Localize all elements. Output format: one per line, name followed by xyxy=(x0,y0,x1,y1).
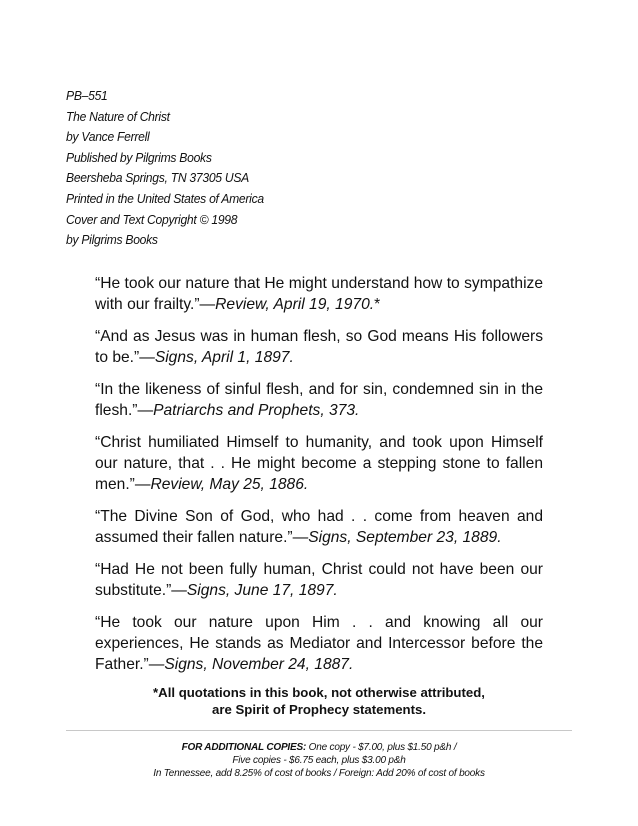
quotation-text: “In the likeness of sinful flesh, and for sin, condemned sin in the flesh.”— xyxy=(95,381,543,419)
quotation-source: Review, May 25, 1886. xyxy=(150,476,309,493)
quotation-footnote-mark: * xyxy=(374,296,381,313)
quotation xyxy=(95,506,543,548)
order-single-price: One copy - $7.00, plus $1.50 p&h / xyxy=(306,742,457,753)
quotation-source: Signs, April 1, 1897. xyxy=(154,349,294,366)
quotation-text: “He took our nature upon Him . . and knowing all our experiences, He stands as Mediator and Intercessor before the Father.”— xyxy=(95,614,543,673)
order-lead: FOR ADDITIONAL COPIES: xyxy=(181,742,307,753)
printed-in: Printed in the United States of America xyxy=(66,190,264,206)
quotation-source: Patriarchs and Prophets, 373. xyxy=(153,402,360,419)
quotations-list xyxy=(95,273,543,686)
quotation xyxy=(95,379,543,421)
quotation-text: “The Divine Son of God, who had . . come from heaven and assumed their fallen nature.”— xyxy=(95,508,543,546)
quotation xyxy=(95,273,543,315)
order-line-3: In Tennessee, add 8.25% of cost of books / Foreign: Add 20% of cost of books xyxy=(153,768,485,780)
quotation-text: “He took our nature that He might understand how to sympathize with our frailty.”— xyxy=(95,275,543,313)
footnote-line-1: *All quotations in this book, not otherwise attributed, xyxy=(153,685,485,700)
quotation xyxy=(95,559,543,601)
catalog-number: PB–551 xyxy=(66,88,108,103)
footnote-line-2: are Spirit of Prophecy statements. xyxy=(212,702,426,717)
colophon-block xyxy=(66,86,264,251)
divider-rule xyxy=(66,730,572,731)
order-line-1 xyxy=(0,741,638,754)
quotation xyxy=(95,432,543,495)
quotation-text: “Christ humiliated Himself to humanity, and took upon Himself our nature, that . . He might become a stepping stone to fallen men.”— xyxy=(95,434,543,493)
quotation-text: “Had He not been fully human, Christ could not have been our substitute.”— xyxy=(95,561,543,599)
quotation-text: “And as Jesus was in human flesh, so God means His followers to be.”— xyxy=(95,328,543,366)
copyright-line: Cover and Text Copyright © 1998 xyxy=(66,211,238,227)
publisher: Published by Pilgrims Books xyxy=(66,149,212,165)
quotation-source: Signs, June 17, 1897. xyxy=(186,582,338,599)
book-author: by Vance Ferrell xyxy=(66,129,150,145)
attribution-footnote xyxy=(0,684,638,718)
order-line-2: Five copies - $6.75 each, plus $3.00 p&h xyxy=(232,755,406,767)
publisher-address: Beersheba Springs, TN 37305 USA xyxy=(66,170,249,186)
quotation-source: Signs, September 23, 1889. xyxy=(308,529,502,546)
quotation-source: Signs, November 24, 1887. xyxy=(164,656,354,673)
quotation xyxy=(95,612,543,675)
ordering-info xyxy=(0,741,638,781)
copyright-holder: by Pilgrims Books xyxy=(66,232,158,248)
quotation xyxy=(95,326,543,368)
quotation-source: Review, April 19, 1970. xyxy=(215,296,375,313)
book-title: The Nature of Christ xyxy=(66,108,170,124)
